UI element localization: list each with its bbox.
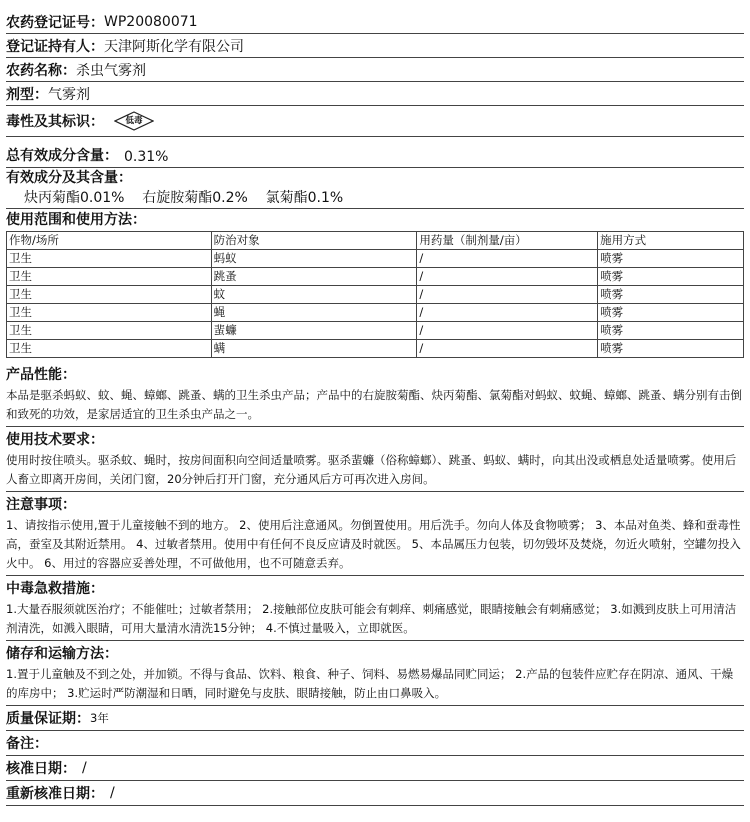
table-cell: 卫生 [7, 322, 212, 340]
technique-text: 使用时按住喷头。驱杀蚊、蝇时，按房间面积向空间适量喷雾。驱杀蜚蠊（俗称蟑螂）、跳蚤、蚂蚁、螨时，向其出没或栖息处适量喷雾。使用后人畜立即离开房间，关闭门窗，20分钟后打开门窗，充分通风后方可再次进入房间。 [6, 451, 744, 492]
storage-text: 1.置于儿童触及不到之处，并加锁。不得与食品、饮料、粮食、种子、饲料、易燃易爆品同贮同运； 2.产品的包装件应贮存在阴凉、通风、干燥的库房中； 3.贮运时严防潮湿和日晒，同时避免与皮肤、眼睛接触，防止由口鼻吸入。 [6, 665, 744, 706]
table-cell: 跳蚤 [211, 268, 417, 286]
table-header-cell: 防治对象 [211, 232, 417, 250]
table-cell: 喷雾 [598, 340, 744, 358]
ingredients-label: 有效成分及其含量： [6, 170, 132, 186]
usage-table [6, 231, 744, 358]
product-name-row [6, 58, 744, 82]
formulation-label: 剂型： [6, 86, 48, 103]
remarks-row [6, 731, 744, 756]
table-row [7, 268, 744, 286]
table-cell: / [417, 322, 598, 340]
performance-text: 本品是驱杀蚂蚁、蚊、蝇、蟑螂、跳蚤、螨的卫生杀虫产品；产品中的右旋胺菊酯、炔丙菊酯、氯菊酯对蚂蚁、蚊蝇、蟑螂、跳蚤、螨分别有击倒和致死的功效，是家居适宜的卫生杀虫产品之一。 [6, 386, 744, 427]
table-cell: / [417, 340, 598, 358]
table-row [7, 250, 744, 268]
precautions-text: 1、请按指示使用,置于儿童接触不到的地方。 2、使用后注意通风。勿倒置使用。用后洗手。勿向人体及食物喷雾； 3、本品对鱼类、蜂和蚕毒性高，蚕室及其附近禁用。 4、过敏者禁用。使用中有任何不良反应请及时就医。 5、本品属压力包装，切勿毁坏及焚烧，勿近火喷射，空罐勿投入火中。 6、用过的容器应妥善处理，不可做他用，也不可随意丢弃。 [6, 516, 744, 576]
reg-no-value: WP20080071 [104, 13, 198, 30]
usage-title: 使用范围和使用方法： [6, 212, 146, 228]
storage-title: 储存和运输方法： [6, 646, 118, 662]
first-aid-title: 中毒急救措施： [6, 581, 104, 597]
table-header-cell: 用药量（制剂量/亩） [417, 232, 598, 250]
table-header-cell: 施用方式 [598, 232, 744, 250]
pesticide-registration-document [6, 10, 744, 806]
table-cell: 蚊 [211, 286, 417, 304]
table-cell: 卫生 [7, 250, 212, 268]
reapproval-date-value: / [110, 785, 115, 801]
formulation-row [6, 82, 744, 106]
reg-no-row [6, 10, 744, 34]
remarks-label: 备注： [6, 736, 48, 752]
table-cell: 喷雾 [598, 304, 744, 322]
first-aid-text: 1.大量吞服须就医治疗；不能催吐；过敏者禁用； 2.接触部位皮肤可能会有刺痒、刺痛感觉，眼睛接触会有刺痛感觉； 3.如溅到皮肤上可用清洁剂清洗，如溅入眼睛，可用大量清水清洗15分钟； 4.不慎过量吸入，立即就医。 [6, 600, 744, 641]
toxicity-row [6, 106, 744, 137]
table-cell: 喷雾 [598, 250, 744, 268]
table-cell: 蜚蠊 [211, 322, 417, 340]
table-cell: 蝇 [211, 304, 417, 322]
toxicity-badge-text: 低毒 [125, 116, 143, 126]
table-cell: 蚂蚁 [211, 250, 417, 268]
table-cell: / [417, 268, 598, 286]
product-name-value: 杀虫气雾剂 [76, 62, 146, 79]
shelf-life-value: 3年 [90, 710, 109, 725]
total-content-value: 0.31% [124, 149, 169, 165]
table-cell: 喷雾 [598, 322, 744, 340]
table-cell: 喷雾 [598, 286, 744, 304]
formulation-value: 气雾剂 [48, 86, 90, 103]
precautions-title: 注意事项： [6, 497, 76, 513]
ingredients-value: 炔丙菊酯0.01% 右旋胺菊酯0.2% 氯菊酯0.1% [24, 190, 344, 206]
table-cell: 卫生 [7, 304, 212, 322]
reapproval-date-label: 重新核准日期： [6, 786, 104, 802]
holder-value: 天津阿斯化学有限公司 [104, 38, 244, 55]
table-cell: / [417, 250, 598, 268]
reapproval-date-row [6, 781, 744, 806]
holder-label: 登记证持有人： [6, 38, 104, 55]
holder-row [6, 34, 744, 58]
approval-date-row [6, 756, 744, 781]
performance-title: 产品性能： [6, 367, 76, 383]
total-content-label: 总有效成分含量： [6, 148, 118, 164]
total-content-row [6, 137, 744, 168]
usage-table-header [7, 232, 744, 250]
approval-date-label: 核准日期： [6, 761, 76, 777]
toxicity-label: 毒性及其标识： [6, 114, 104, 130]
table-row [7, 322, 744, 340]
ingredients-block [6, 168, 744, 209]
table-cell: 卫生 [7, 268, 212, 286]
diamond-toxicity-icon [114, 111, 154, 131]
reg-no-label: 农药登记证号： [6, 14, 104, 31]
shelf-life-label: 质量保证期： [6, 711, 90, 727]
table-row [7, 304, 744, 322]
table-cell: 卫生 [7, 340, 212, 358]
table-cell: / [417, 304, 598, 322]
table-cell: 卫生 [7, 286, 212, 304]
table-row [7, 340, 744, 358]
table-header-cell: 作物/场所 [7, 232, 212, 250]
table-cell: / [417, 286, 598, 304]
table-row [7, 286, 744, 304]
technique-title: 使用技术要求： [6, 432, 104, 448]
table-cell: 螨 [211, 340, 417, 358]
table-cell: 喷雾 [598, 268, 744, 286]
shelf-life-row [6, 706, 744, 731]
approval-date-value: / [82, 760, 87, 776]
product-name-label: 农药名称： [6, 62, 76, 79]
